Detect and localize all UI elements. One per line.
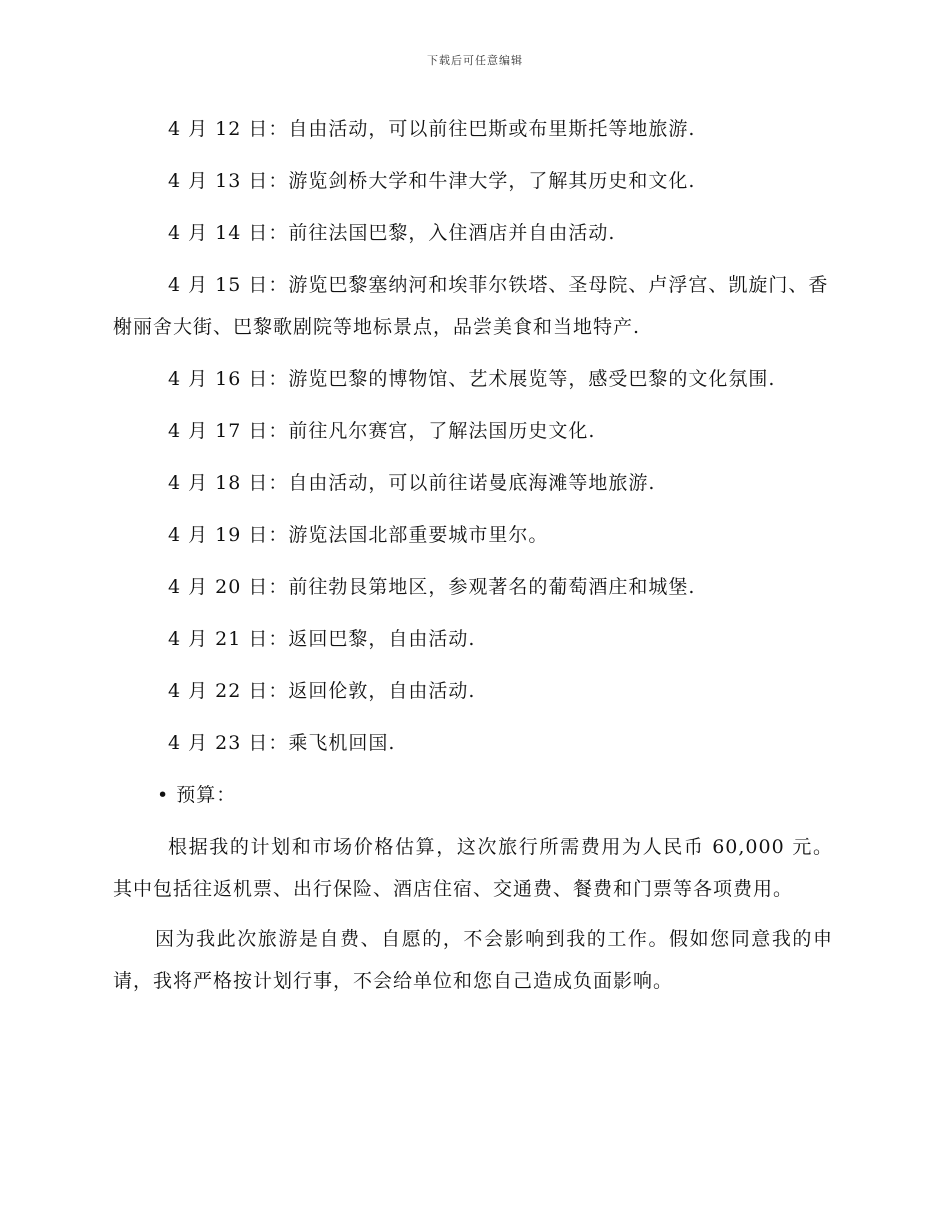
- itinerary-item: 4 月 20 日：前往勃艮第地区，参观著名的葡萄酒庄和城堡.: [168, 576, 696, 598]
- budget-paragraph: 根据我的计划和市场价格估算，这次旅行所需费用为人民币 60,000 元。其中包括往返机票、出行保险、酒店住宿、交通费、餐费和门票等各项费用。: [113, 836, 833, 900]
- itinerary-item: 4 月 14 日：前往法国巴黎，入住酒店并自由活动.: [168, 222, 616, 244]
- itinerary-item: 4 月 13 日：游览剑桥大学和牛津大学，了解其历史和文化.: [168, 170, 696, 192]
- itinerary-item: 4 月 22 日：返回伦敦，自由活动.: [168, 680, 476, 702]
- itinerary-item: 4 月 23 日：乘飞机回国.: [168, 732, 396, 754]
- itinerary-item: 4 月 16 日：游览巴黎的博物馆、艺术展览等，感受巴黎的文化氛围.: [168, 368, 776, 390]
- document-body: [113, 108, 833, 1010]
- itinerary-item: 4 月 21 日：返回巴黎，自由活动.: [168, 628, 476, 650]
- page-header: 下载后可任意编辑: [427, 54, 523, 67]
- itinerary-item: 4 月 19 日：游览法国北部重要城市里尔。: [168, 524, 549, 546]
- itinerary-item: 4 月 17 日：前往凡尔赛宫，了解法国历史文化.: [168, 420, 596, 442]
- budget-heading: • 预算：: [157, 784, 237, 806]
- itinerary-item: 4 月 15 日：游览巴黎塞纳河和埃菲尔铁塔、圣母院、卢浮宫、凯旋门、香榭丽舍大街、巴黎歌剧院等地标景点，品尝美食和当地特产.: [113, 274, 829, 338]
- closing-paragraph: 因为我此次旅游是自费、自愿的，不会影响到我的工作。假如您同意我的申请，我将严格按计划行事，不会给单位和您自己造成负面影响。: [113, 928, 833, 992]
- itinerary-item: 4 月 12 日：自由活动，可以前往巴斯或布里斯托等地旅游.: [168, 118, 696, 140]
- itinerary-item: 4 月 18 日：自由活动，可以前往诺曼底海滩等地旅游.: [168, 472, 656, 494]
